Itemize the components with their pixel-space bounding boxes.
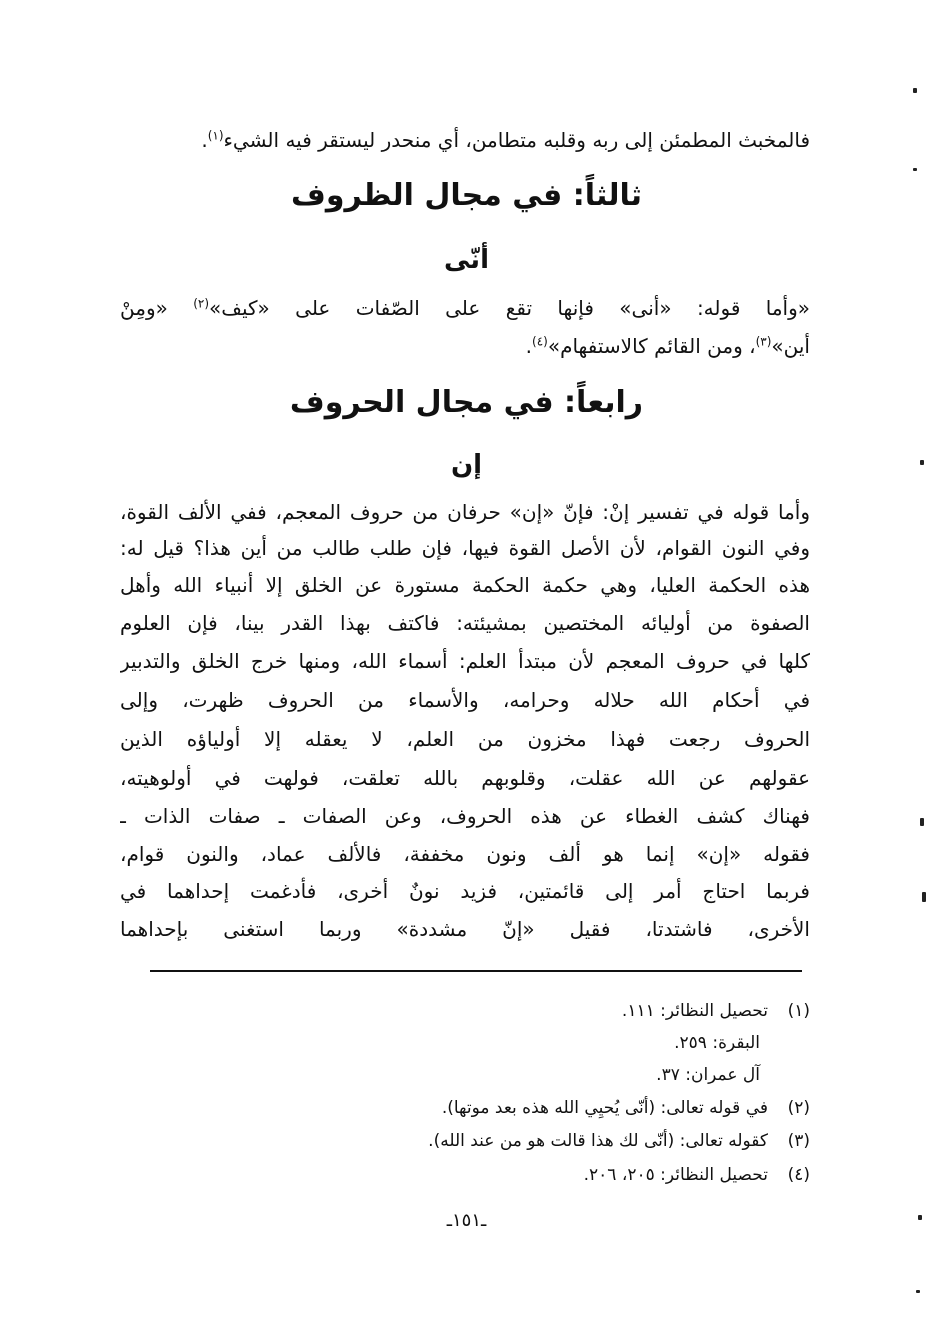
anna-text-2-end: . [525,334,533,358]
section-heading-letters: رابعاً: في مجال الحروف [289,385,644,420]
footnote-1 [120,998,810,1024]
footnote-ref-1[interactable]: (١) [207,128,224,143]
anna-text-2: أين» [771,334,810,358]
page-number: ـ١٥١ـ [446,1210,487,1231]
footnote-3-number: (٣) [787,1131,810,1151]
body-line-8: عقولهم عن الله عقلت، وقلوبهم بالله تعلقت، فولهت في أولوهيته، [120,766,810,790]
body-line-12: الأخرى، فاشتدتا، فقيل «إنّ مشددة» وربما استغنى بإحداهما [120,917,810,941]
body-line-2: وفي النون القوام، لأن الأصل القوة فيها، فإن طلب طالب من أين هذا؟ قيل له: [120,536,810,560]
footnote-1-text: تحصيل النظائر: ١١١. [621,1001,768,1021]
body-line-1: وأما قوله في تفسير إنْ: فإنّ «إن» حرفان من حروف المعجم، ففي الألف القوة، [120,500,810,524]
paragraph-intro-end: . [201,128,208,152]
anna-text-1-after: «ومِنْ [120,296,168,320]
footnote-4-text: تحصيل النظائر: ٢٠٥، ٢٠٦. [583,1165,768,1185]
scan-speck [920,460,924,465]
body-line-9: فهناك كشف الغطاء عن هذه الحروف، وعن الصفات ـ صفات الذات ـ [120,804,810,828]
footnote-ref-4[interactable]: (٤) [532,334,548,349]
paragraph-intro-text: فالمخبث المطمئن إلى ربه وقلبه متطامن، أي منحدر ليستقر فيه الشيء [223,128,810,152]
body-line-7: الحروف رجعت فهذا مخزون من العلم، لا يعقله إلا أولياؤه الذين [120,727,810,751]
paragraph-intro [120,124,810,156]
footnote-2 [120,1095,810,1121]
footnote-1-number: (١) [787,1001,810,1021]
scan-speck [920,818,924,826]
footnote-ref-2[interactable]: (٢) [193,296,210,311]
scan-speck [922,892,926,902]
body-line-4: الصفوة من أوليائه المختصين بمشيئته: فاكتف بهذا القدر بينا، فإن العلوم [120,611,810,635]
body-line-3: هذه الحكمة العليا، وهي حكمة الحكمة مستورة عن الخلق إلا أنبياء الله وأهل [120,573,810,597]
subheading-anna: أنّى [444,245,489,275]
anna-text-line-2 [120,330,810,362]
subheading-in: إن [450,450,483,480]
footnote-4 [120,1162,810,1188]
footnote-4-number: (٤) [787,1165,810,1185]
footnote-separator [150,970,802,972]
anna-text-2-middle: ، ومن القائم كالاستفهام» [547,334,756,358]
body-line-5: كلها في حروف المعجم لأن مبتدأ العلم: أسماء الله، ومنها خرج الخلق والتدبير [120,649,810,673]
body-line-11: فربما احتاج أمر إلى قائمتين، فزيد نونٌ أخرى، فأدغمت إحداهما في [120,879,810,903]
scan-speck [918,1215,922,1220]
scan-speck [916,1290,920,1293]
footnote-3 [120,1128,810,1154]
anna-text-line-1 [120,292,810,324]
anna-text-1: «وأما قوله: «أنى» فإنها تقع على الصّفات على «كيف» [209,296,810,320]
footnote-3-text: كقوله تعالى: (أنّى لك هذا قالت هو من عند الله). [428,1131,768,1151]
footnote-2-text: في قوله تعالى: (أنّى يُحيِي الله هذه بعد موتها). [441,1098,768,1118]
footnote-1-sub-1: البقرة: ٢٥٩. [674,1033,760,1053]
body-line-10: فقوله «إن» إنما هو ألف ونون مخففة، فالألف عماد، والنون قوام، [120,842,810,866]
footnote-2-number: (٢) [787,1098,810,1118]
footnote-ref-3[interactable]: (٣) [755,334,772,349]
body-line-6: في أحكام الله حلاله وحرامه، والأسماء من الحروف ظهرت، وإلى [120,688,810,712]
footnote-1-sub-2: آل عمران: ٣٧. [656,1065,760,1085]
scan-speck [913,168,917,171]
scan-speck [913,88,917,93]
section-heading-adverbs: ثالثاً: في مجال الظروف [290,178,643,213]
